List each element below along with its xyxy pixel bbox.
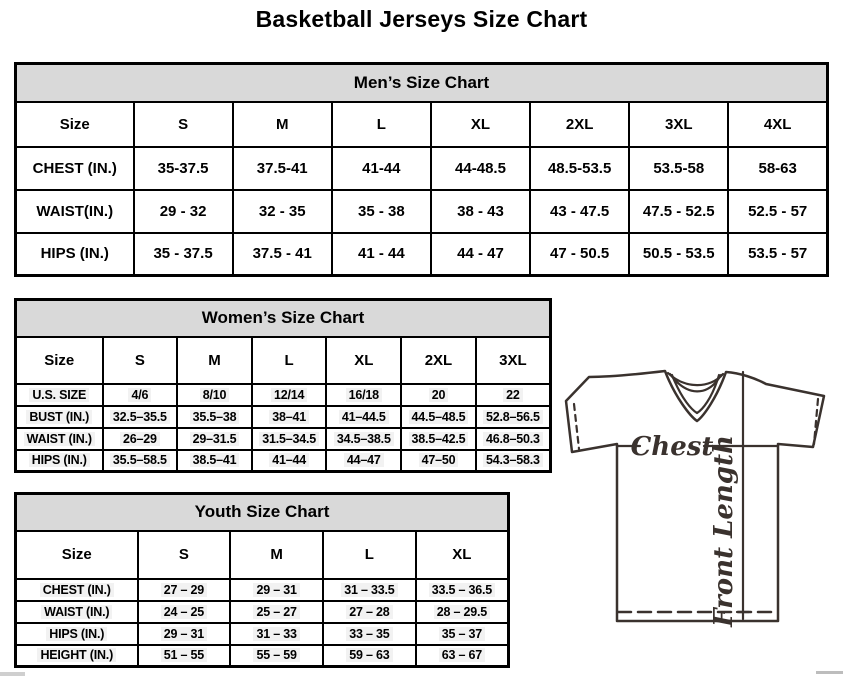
row-label <box>16 384 103 406</box>
table-cell-text: 54.3–58.3 <box>483 453 543 467</box>
table-cell <box>401 384 476 406</box>
jersey-diagram-svg <box>555 355 843 647</box>
row-label <box>16 233 134 276</box>
table-cell <box>252 450 327 472</box>
table-cell-text: 38 - 43 <box>457 202 504 220</box>
column-header <box>326 337 401 384</box>
table-cell <box>728 233 827 276</box>
column-header-text: 3XL <box>499 351 527 369</box>
womens-size-table <box>14 298 552 473</box>
row-label <box>16 147 134 190</box>
table-cell-text: 46.8–50.3 <box>483 432 543 446</box>
column-header-text: L <box>284 351 294 369</box>
front-length-label: Front Length <box>709 435 739 627</box>
table-cell <box>252 406 327 428</box>
table-cell-text: 37.5-41 <box>256 159 308 177</box>
table-cell-text: 27 – 29 <box>161 583 207 597</box>
row-label <box>16 601 138 623</box>
table-cell <box>138 623 231 645</box>
table-cell <box>177 428 252 450</box>
table-row <box>16 428 551 450</box>
table-cell-text: 22 <box>503 388 523 402</box>
row-label-text: HEIGHT (IN.) <box>37 648 116 662</box>
table-cell-text: 38.5–41 <box>190 453 240 467</box>
table-cell-text: 33 – 35 <box>346 627 392 641</box>
column-header <box>476 337 551 384</box>
table-cell <box>728 147 827 190</box>
table-cell <box>530 147 629 190</box>
table-cell-text: 16/18 <box>346 388 382 402</box>
table-cell <box>530 190 629 233</box>
row-label <box>16 190 134 233</box>
scrollbar-fragment-right[interactable] <box>816 671 843 674</box>
table-title-text: Women’s Size Chart <box>201 308 365 328</box>
table-cell <box>230 579 323 601</box>
column-header <box>431 102 530 147</box>
table-row <box>16 384 551 406</box>
row-label <box>16 406 103 428</box>
table-cell <box>629 147 728 190</box>
row-label <box>16 645 138 667</box>
column-header <box>233 102 332 147</box>
table-cell-text: 31 – 33.5 <box>341 583 397 597</box>
table-cell <box>629 190 728 233</box>
table-cell <box>476 406 551 428</box>
row-label-text: BUST (IN.) <box>26 410 92 424</box>
jersey-outline <box>566 371 824 621</box>
table-cell <box>416 601 509 623</box>
column-header-text: XL <box>354 351 374 369</box>
table-cell <box>401 428 476 450</box>
table-cell <box>103 450 178 472</box>
table-cell-text: 44-48.5 <box>455 159 506 177</box>
column-header-text: M <box>208 351 221 369</box>
table-cell-text: 20 <box>429 388 449 402</box>
table-cell-text: 38.5–42.5 <box>409 432 469 446</box>
table-cell <box>233 147 332 190</box>
row-label-text: WAIST (IN.) <box>41 605 112 619</box>
column-header-text: 4XL <box>763 115 792 133</box>
table-cell-text: 47–50 <box>419 453 459 467</box>
mens-size-table <box>14 62 829 277</box>
column-header <box>16 531 138 579</box>
table-title <box>16 64 828 102</box>
table-cell-text: 29 – 31 <box>253 583 299 597</box>
table-cell-text: 48.5-53.5 <box>547 159 612 177</box>
column-header-text: S <box>134 351 145 369</box>
column-header <box>416 531 509 579</box>
scrollbar-fragment-left[interactable] <box>0 672 25 676</box>
table-cell <box>323 601 416 623</box>
column-header-text: M <box>270 546 283 563</box>
table-cell-text: 29–31.5 <box>190 432 240 446</box>
row-label <box>16 623 138 645</box>
table-cell <box>177 450 252 472</box>
row-label-text: WAIST(IN.) <box>36 202 114 220</box>
table-cell-text: 34.5–38.5 <box>334 432 394 446</box>
table-cell-text: 12/14 <box>271 388 307 402</box>
table-row <box>16 645 509 667</box>
table-cell-text: 32 - 35 <box>258 202 306 220</box>
table-cell <box>233 233 332 276</box>
table-cell <box>332 233 431 276</box>
table-cell-text: 51 – 55 <box>161 648 207 662</box>
page-title: Basketball Jerseys Size Chart <box>255 6 588 32</box>
left-cuff-dashed-line <box>574 404 579 449</box>
column-header-text: 3XL <box>665 115 693 133</box>
table-cell-text: 32.5–35.5 <box>110 410 170 424</box>
table-row <box>16 601 509 623</box>
column-header-text: 2XL <box>424 351 453 369</box>
table-cell <box>103 384 178 406</box>
table-row <box>16 623 509 645</box>
table-cell <box>138 601 231 623</box>
table-cell-text: 47 - 50.5 <box>550 245 610 263</box>
column-header-text: L <box>364 546 374 563</box>
table-cell <box>230 645 323 667</box>
table-cell-text: 59 – 63 <box>346 648 392 662</box>
column-header <box>323 531 416 579</box>
table-cell-text: 53.5 - 57 <box>748 245 808 263</box>
table-cell-text: 35.5–38 <box>190 410 240 424</box>
table-title <box>16 494 509 531</box>
table-cell-text: 24 – 25 <box>161 605 207 619</box>
table-cell <box>416 623 509 645</box>
table-cell-text: 35-37.5 <box>157 159 209 177</box>
column-header-text: 2XL <box>565 115 594 133</box>
table-cell-text: 55 – 59 <box>253 648 299 662</box>
table-cell <box>252 384 327 406</box>
row-label <box>16 450 103 472</box>
table-cell <box>431 147 530 190</box>
table-row <box>16 579 509 601</box>
column-header <box>629 102 728 147</box>
table-cell <box>177 384 252 406</box>
table-cell-text: 35 – 37 <box>439 627 485 641</box>
column-header <box>16 337 103 384</box>
table-cell-text: 43 - 47.5 <box>550 202 610 220</box>
column-header <box>138 531 231 579</box>
row-label <box>16 428 103 450</box>
table-cell-text: 8/10 <box>200 388 230 402</box>
row-label-text: HIPS (IN.) <box>40 245 109 263</box>
table-cell <box>103 428 178 450</box>
table-cell-text: 31.5–34.5 <box>259 432 319 446</box>
table-cell-text: 29 – 31 <box>161 627 207 641</box>
column-header-text: XL <box>470 115 491 133</box>
column-header-text: M <box>275 115 289 133</box>
row-label-text: CHEST (IN.) <box>40 583 114 597</box>
table-cell <box>177 406 252 428</box>
table-cell-text: 28 – 29.5 <box>434 605 490 619</box>
table-cell-text: 38–41 <box>269 410 309 424</box>
table-cell-text: 35 - 37.5 <box>153 245 213 263</box>
row-label-text: U.S. SIZE <box>29 388 89 402</box>
column-header-text: S <box>178 115 189 133</box>
table-cell-text: 35 - 38 <box>358 202 405 220</box>
table-cell-text: 44 - 47 <box>457 245 504 263</box>
table-cell-text: 41–44.5 <box>339 410 389 424</box>
table-cell <box>401 450 476 472</box>
table-cell <box>476 450 551 472</box>
table-cell-text: 50.5 - 53.5 <box>642 245 715 263</box>
table-cell <box>431 233 530 276</box>
table-cell-text: 35.5–58.5 <box>110 453 170 467</box>
table-cell-text: 44.5–48.5 <box>409 410 469 424</box>
table-cell <box>323 623 416 645</box>
table-title <box>16 300 551 337</box>
table-cell <box>323 645 416 667</box>
column-header <box>332 102 431 147</box>
column-header <box>134 102 233 147</box>
row-label-text: HIPS (IN.) <box>46 627 107 641</box>
table-cell-text: 41 - 44 <box>358 245 405 263</box>
table-cell-text: 31 – 33 <box>253 627 299 641</box>
table-title-text: Youth Size Chart <box>194 502 330 522</box>
row-label <box>16 579 138 601</box>
table-cell-text: 26–29 <box>120 432 160 446</box>
table-cell <box>230 623 323 645</box>
table-cell <box>728 190 827 233</box>
table-cell <box>252 428 327 450</box>
table-cell <box>138 645 231 667</box>
table-row <box>16 233 828 276</box>
row-label-text: WAIST (IN.) <box>24 432 95 446</box>
row-label-text: CHEST (IN.) <box>32 159 117 177</box>
column-header <box>401 337 476 384</box>
table-cell <box>134 233 233 276</box>
table-cell <box>332 190 431 233</box>
table-cell <box>326 406 401 428</box>
table-cell <box>103 406 178 428</box>
table-cell-text: 63 – 67 <box>439 648 485 662</box>
column-header-text: Size <box>61 546 92 563</box>
column-header <box>103 337 178 384</box>
youth-size-table <box>14 492 510 668</box>
table-cell <box>401 406 476 428</box>
table-cell-text: 52.8–56.5 <box>483 410 543 424</box>
column-header-text: Size <box>44 351 75 369</box>
column-header-text: L <box>376 115 386 133</box>
table-cell-text: 47.5 - 52.5 <box>642 202 715 220</box>
table-cell-text: 27 – 28 <box>346 605 392 619</box>
column-header-text: Size <box>59 115 90 133</box>
jersey-diagram <box>555 355 843 647</box>
chest-label: Chest <box>630 432 714 462</box>
table-cell <box>134 147 233 190</box>
table-cell-text: 58-63 <box>758 159 797 177</box>
table-cell <box>416 645 509 667</box>
table-cell-text: 29 - 32 <box>159 202 207 220</box>
table-cell-text: 25 – 27 <box>253 605 299 619</box>
table-cell-text: 41-44 <box>362 159 401 177</box>
column-header <box>16 102 134 147</box>
table-cell-text: 53.5-58 <box>653 159 705 177</box>
table-cell <box>326 450 401 472</box>
table-cell <box>476 428 551 450</box>
table-cell-text: 41–44 <box>269 453 309 467</box>
column-header-text: S <box>178 546 189 563</box>
table-row <box>16 450 551 472</box>
table-cell-text: 52.5 - 57 <box>748 202 808 220</box>
table-row <box>16 190 828 233</box>
column-header <box>530 102 629 147</box>
table-cell-text: 33.5 – 36.5 <box>429 583 495 597</box>
table-cell <box>416 579 509 601</box>
column-header <box>252 337 327 384</box>
table-cell <box>431 190 530 233</box>
table-cell <box>332 147 431 190</box>
column-header-text: XL <box>452 546 472 563</box>
table-cell-text: 44–47 <box>344 453 384 467</box>
table-row <box>16 406 551 428</box>
table-cell <box>530 233 629 276</box>
table-cell <box>230 601 323 623</box>
table-cell <box>476 384 551 406</box>
table-cell <box>326 384 401 406</box>
table-row <box>16 147 828 190</box>
table-cell <box>134 190 233 233</box>
column-header <box>230 531 323 579</box>
table-cell <box>326 428 401 450</box>
row-label-text: HIPS (IN.) <box>29 453 90 467</box>
table-cell <box>323 579 416 601</box>
table-cell-text: 37.5 - 41 <box>252 245 312 263</box>
table-cell-text: 4/6 <box>128 388 151 402</box>
table-cell <box>138 579 231 601</box>
column-header <box>728 102 827 147</box>
column-header <box>177 337 252 384</box>
table-cell <box>233 190 332 233</box>
table-title-text: Men’s Size Chart <box>353 72 490 92</box>
table-cell <box>629 233 728 276</box>
